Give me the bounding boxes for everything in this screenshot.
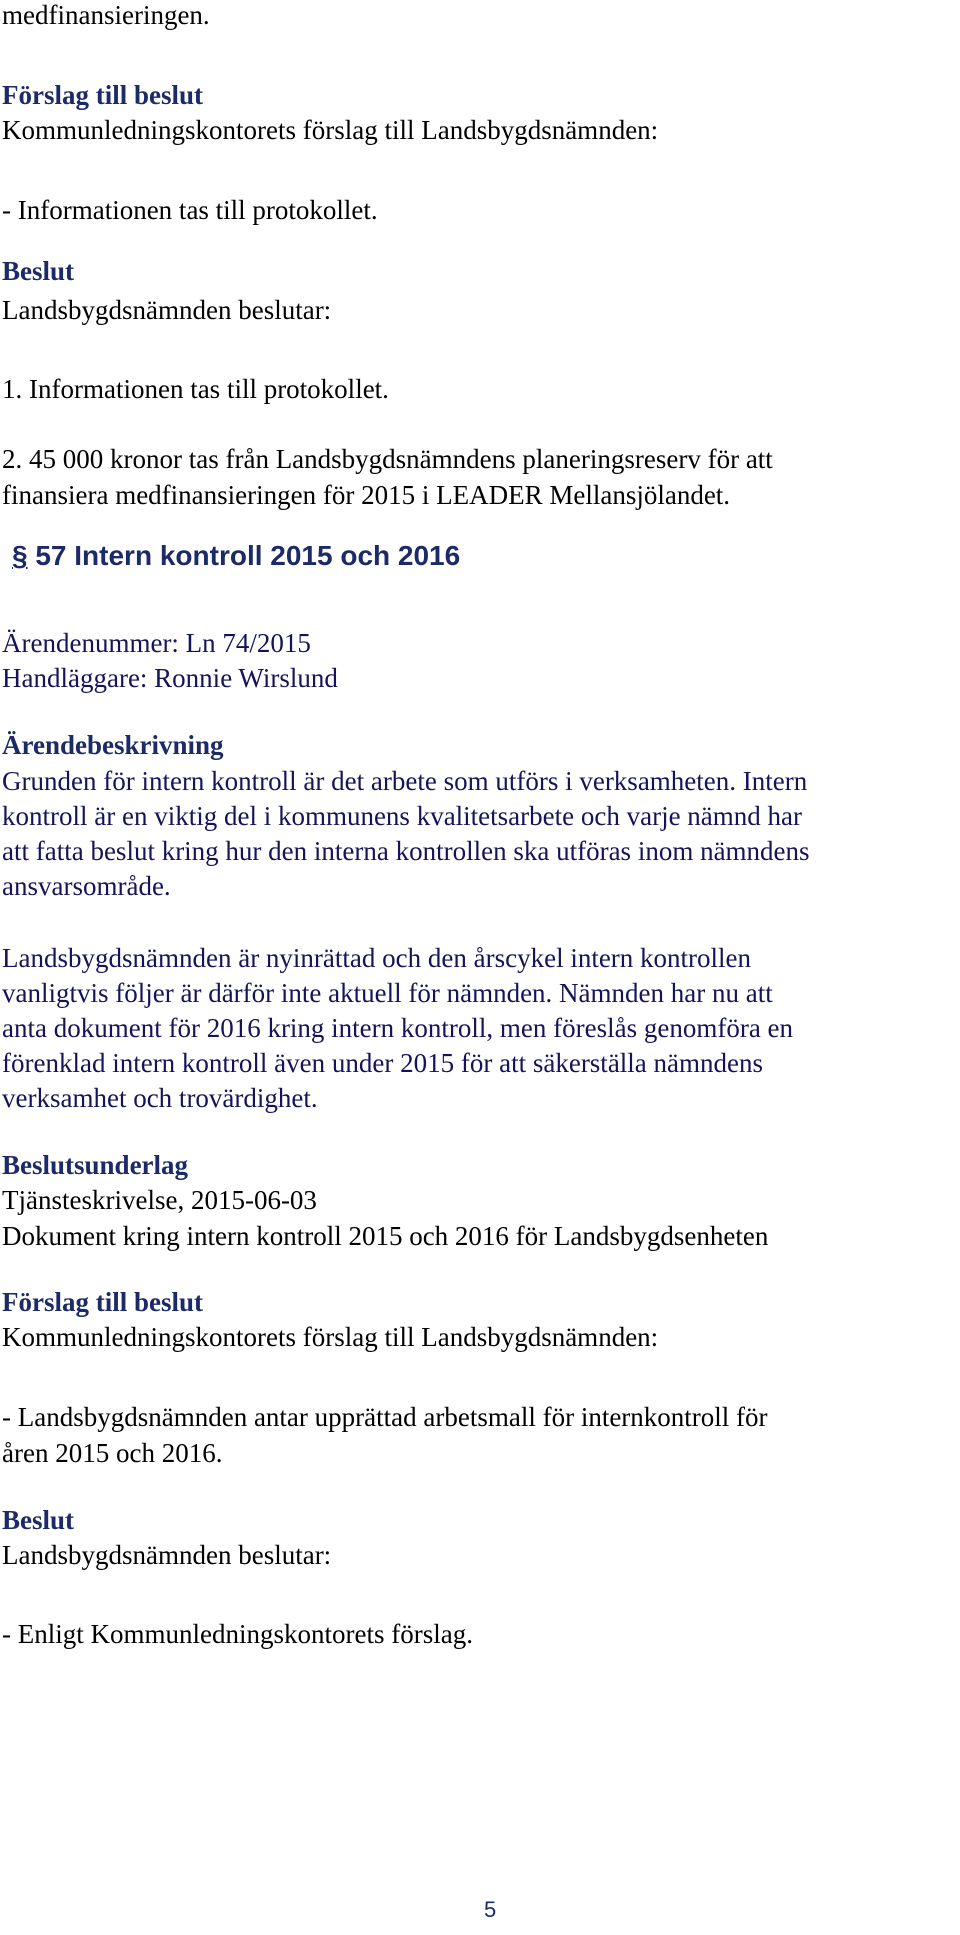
text-line: 2. 45 000 kronor tas från Landsbygdsnämndens planeringsreserv för att bbox=[2, 444, 773, 474]
subheading-beslut: Beslut bbox=[2, 1505, 75, 1535]
case-handler: Handläggare: Ronnie Wirslund bbox=[2, 663, 338, 693]
text-line: kontroll är en viktig del i kommunens kvalitetsarbete och varje nämnd har bbox=[2, 801, 803, 831]
text-line: anta dokument för 2016 kring intern kontroll, men föreslås genomföra en bbox=[2, 1013, 794, 1043]
subheading-forslag: Förslag till beslut bbox=[2, 1287, 203, 1317]
subheading-forslag: Förslag till beslut bbox=[2, 80, 203, 110]
section-heading bbox=[12, 539, 460, 573]
section-title: 57 Intern kontroll 2015 och 2016 bbox=[27, 540, 461, 571]
text-line: vanligtvis följer är därför inte aktuell för nämnden. Nämnden har nu att bbox=[2, 978, 773, 1008]
text-line: Kommunledningskontorets förslag till Landsbygdsnämnden: bbox=[2, 1322, 659, 1352]
text-line: att fatta beslut kring hur den interna kontrollen ska utföras inom nämndens bbox=[2, 836, 810, 866]
text-line: - Landsbygdsnämnden antar upprättad arbetsmall för internkontroll för bbox=[2, 1402, 768, 1432]
text-line: - Informationen tas till protokollet. bbox=[2, 195, 378, 225]
section-symbol: § bbox=[12, 540, 28, 571]
text-line: verksamhet och trovärdighet. bbox=[2, 1083, 318, 1113]
text-line: Dokument kring intern kontroll 2015 och 2016 för Landsbygdsenheten bbox=[2, 1221, 769, 1251]
text-line: finansiera medfinansieringen för 2015 i LEADER Mellansjölandet. bbox=[2, 480, 731, 510]
text-line: Landsbygdsnämnden är nyinrättad och den årscykel intern kontrollen bbox=[2, 943, 752, 973]
text-line: 1. Informationen tas till protokollet. bbox=[2, 374, 389, 404]
text-line: åren 2015 och 2016. bbox=[2, 1438, 223, 1468]
case-number: Ärendenummer: Ln 74/2015 bbox=[2, 628, 311, 658]
subheading-arendebeskrivning: Ärendebeskrivning bbox=[2, 730, 224, 760]
text-line: medfinansieringen. bbox=[2, 0, 210, 30]
subheading-beslutsunderlag: Beslutsunderlag bbox=[2, 1150, 189, 1180]
text-line: Landsbygdsnämnden beslutar: bbox=[2, 1540, 332, 1570]
page-number: 5 bbox=[484, 1897, 497, 1922]
text-line: förenklad intern kontroll även under 2015 för att säkerställa nämndens bbox=[2, 1048, 764, 1078]
text-line: Tjänsteskrivelse, 2015-06-03 bbox=[2, 1185, 317, 1215]
subheading-beslut: Beslut bbox=[2, 256, 75, 286]
text-line: ansvarsområde. bbox=[2, 871, 171, 901]
text-line: Kommunledningskontorets förslag till Landsbygdsnämnden: bbox=[2, 115, 659, 145]
text-line: Grunden för intern kontroll är det arbete som utförs i verksamheten. Intern bbox=[2, 766, 808, 796]
text-line: Landsbygdsnämnden beslutar: bbox=[2, 295, 332, 325]
text-line: - Enligt Kommunledningskontorets förslag. bbox=[2, 1619, 473, 1649]
